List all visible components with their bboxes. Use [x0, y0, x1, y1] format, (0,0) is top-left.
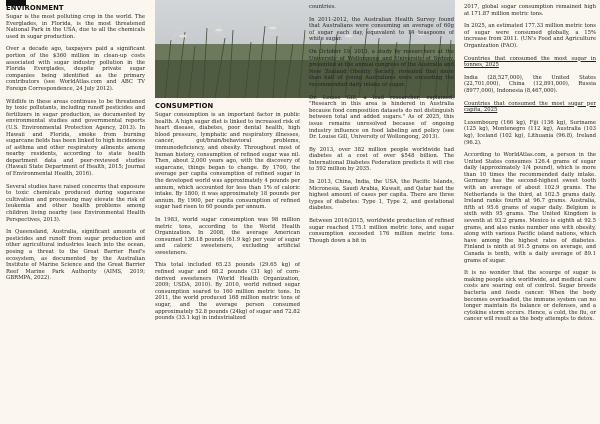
most-per-capita-list: Luxembourg (166 kg), Fiji (136 kg), Suriname (125 kg), Montenegro (112 kg), Australia (103 kg), Iceland (102 kg), Lithuania (96.8), Ireland (96.2). [464, 119, 596, 146]
third-paragraph-5: By 2013, over 382 million people worldwide had diabetes at a cost of over $548 billion. The International Diabetes Federation predicts it will rise to 592 million by 2035. [309, 146, 454, 173]
third-paragraph-4: Dr. Louise Gill, a lead researcher, explained, "Research in this area is hindered in Australia because food composition datasets do not distinguish between total and added sugars." As of 2025, this issue remains unresolved because of ongoing industry influence on food labeling and policy (see Dr. Louise Gill, University of Wollongong, 2013). [309, 94, 454, 141]
third-column [309, 4, 454, 422]
third-paragraph-2: In 2011-2012, the Australian Health Survey found that Australians were consuming an average of 60g of sugar each day, equivalent to 14 teaspoons of white sugar. [309, 16, 454, 43]
third-paragraph-7: Between 2016/2015, worldwide production of refined sugar reached 175.1 million metric tons, and sugar consumption exceeded 176 million metric tons. Though down a bit in [309, 218, 454, 244]
env-paragraph-2: Over a decade ago, taxpayers paid a significant portion of the $360 million in clean-up costs associated with sugar industry pollution in the Florida Everglades, despite private sugar companies being identified as the primary contributors (see WorldAtlas.com and ABC TV Foreign Correspondence, 24 July 2012). [6, 46, 145, 92]
env-paragraph-3: Wildlife in these areas continues to be threatened by toxic pollutants, including runoff pesticides and fertilizers in sugar production, as documented by environmental studies and governmental reports (U.S. Environmental Protection Agency, 2013). In Hawaii and Florida, smoke from burning sugarcane fields has been linked to high incidences of asthma and other respiratory ailments among nearby residents, according to state health department data and peer-reviewed studies (Hawaii State Department of Health, 2015; Journal of Environmental Health, 2016). [6, 98, 145, 178]
environment-column [6, 4, 145, 422]
right-2025-paragraph: In 2025, an estimated 177.33 million metric tons of sugar were consumed globally, a 15% increase from 2011. (UN's Food and Agriculture Organization (FAO). [464, 23, 596, 49]
consumption-paragraph-2: In 1983, world sugar consumption was 98 million metric tons, according to the World Health Organization. In 2008, the average American consumed 136.18 pounds (61.9 kg) per year of sugar and caloric sweeteners, excluding artificial sweeteners. [155, 216, 300, 256]
third-paragraph-3: On October 19, 2013, a study by researchers at the University of Wollongong and University of Sydney, presented at the annual congress of the Australia and New Zealand Obesity Society, revealed that more than half of young Australians were exceeding the recommended daily intake of sugar. [309, 48, 454, 88]
worldatlas-paragraph: According to WorldAtlas.com, a person in the United States consumes 126.4 grams of sugar daily (approximately 1/4 pound), which is more than 10 times the recommended daily intake. Germany has the second-highest sweet tooth with an average of about 102.9 grams. The Netherlands is the third, at 102.5 grams daily. Ireland ranks fourth at 96.7 grams. Australia, fifth at 95.6 grams of sugar daily. Belgium is sixth with 95 grams. The United Kingdom is seventh at 93.2 grams. Mexico is eighth at 92.5 grams, and also ranks number one with obesity, along with various Pacific island nations, which have among the highest rates of diabetes. Finland is ninth at 91.5 grams on average, and Canada is tenth, with a daily average of 89.1 grams of sugar. [464, 152, 596, 264]
consumption-heading: CONSUMPTION [155, 102, 214, 110]
right-intro: 2017, global sugar consumption remained high at 171.87 million metric tons. [464, 4, 596, 17]
third-paragraph-1: countries. [309, 4, 336, 10]
most-tonnes-heading: Countries that consumed the most sugar in tonnes, 2025 [464, 55, 596, 69]
consumption-column [155, 102, 300, 422]
most-tonnes-list: India (28,527,000), the United States (22,701,000), China (12,891,000), Russia (8977,000), Indonesia (8,467,000). [464, 74, 596, 94]
env-paragraph-4: Several studies have raised concerns that exposure to toxic chemicals produced during sugarcane cultivation and processing may elevate the risk of leukemia and other health problems among children living nearby (see Environmental Health Perspectives, 2013). [6, 183, 145, 223]
most-per-capita-heading: Countries that consumed the most sugar per capita, 2025 [464, 100, 596, 114]
environment-heading: ENVIRONMENT [6, 4, 64, 12]
closing-paragraph: It is no wonder that the scourge of sugar is making people sick worldwide, and medical care costs are soaring out of control. Sugar breeds bacteria and feeds cancer. When the body becomes overloaded, the immune system can no longer maintain its balance or defenses, and a cytokine storm occurs. Hence, a cold, the flu, or cancer will result as the body attempts to detox. [464, 270, 596, 323]
consumption-paragraph-1: Sugar consumption is an important factor in public health. A high sugar diet is linked to increased risk of heart disease, diabetes, poor dental health, high blood pressure, lymphatic and respiratory illnesses, cancer, gut/brain/behavioral problems, immunodeficiency, and obesity. Throughout most of human history, consumption of refined sugar was nil. Then, about 2,000 years ago, with the discovery of sugarcane, things began to change. By 1700, the average per capita consumption of refined sugar in the developed world was approximately 4 pounds per annum, which accounted for less than 1% of caloric intake. By 1800, it was approximately 18 pounds per annum. By 1900, per capita consumption of refined sugar had risen to 60 pounds per annum. [155, 112, 300, 211]
third-paragraph-6: In 2013, China, India, the USA, the Pacific Islands, Micronesia, Saudi Arabia, Kuwait, and Qatar had the highest amount of cases per capita. There are three types of diabetes: Type 1, Type 2, and gestational diabetes. [309, 179, 454, 212]
env-paragraph-1: Sugar is the most polluting crop in the world. The Everglades, in Florida, is the most threatened National Park in the USA, due to all the chemicals used in sugar production. [6, 14, 145, 40]
env-paragraph-5: In Queensland, Australia, significant amounts of pesticides and runoff from sugar production and other agricultural industries leach into the ocean, posing a threat to the Great Barrier Reef's ecosystem, as documented by the Australian Institute of Marine Science and the Great Barrier Reef Marine Park Authority (AIMS, 2019; GBRMPA, 2022). [6, 229, 145, 282]
consumption-paragraph-3: This total included 65.23 pounds (29.65 kg) of refined sugar and 68.2 pounds (31 kg) of corn-derived sweeteners (World Health Organization, 2009; USDA, 2010). By 2010, world refined sugar consumption soared to 160 million metric tons. In 2011, the world produced 168 million metric tons of sugar, and the average person consumed approximately 52.8 pounds (24kg) of sugar and 72.82 pounds (33.1 kg) in industrialized [155, 262, 300, 322]
right-column [464, 4, 596, 422]
